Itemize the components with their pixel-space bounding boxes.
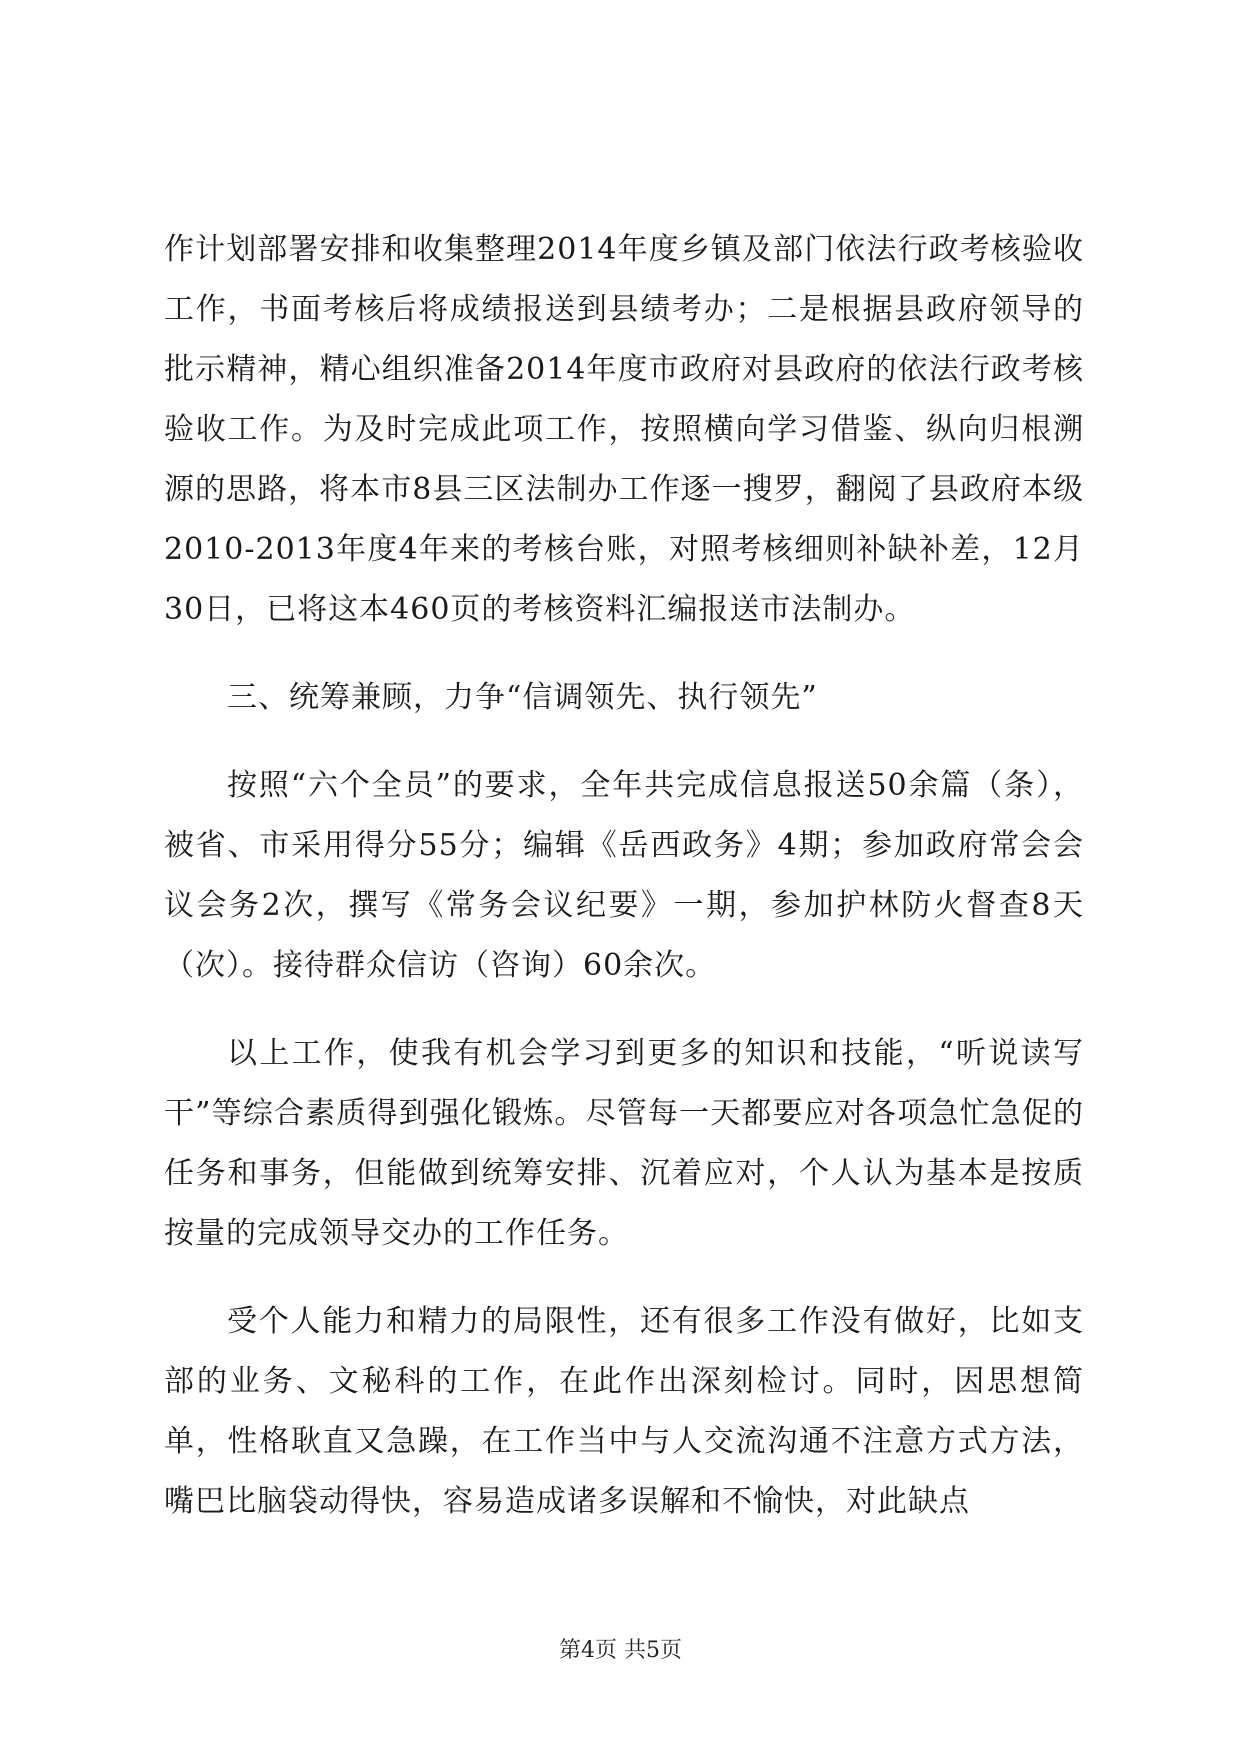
document-body [164,220,1084,1560]
paragraph-info-work: 按照“六个全员”的要求，全年共完成信息报送50余篇（条），被省、市采用得分55分；编辑《岳西政务》4期；参加政府常会会议会务2次，撰写《常务会议纪要》一期，参加护林防火督查8天（次）。接待群众信访（咨询）60余次。 [164,768,1084,983]
page-number: 第4页 共5页 [559,1638,682,1663]
section-heading: 三、统筹兼顾，力争“信调领先、执行领先” [227,680,818,715]
paragraph-summary: 以上工作，使我有机会学习到更多的知识和技能，“听说读写干”等综合素质得到强化锻炼。尽管每一天都要应对各项急忙急促的任务和事务，但能做到统筹安排、沉着应对，个人认为基本是按质按量的完成领导交办的工作任务。 [164,1036,1084,1251]
paragraph-continuation: 作计划部署安排和收集整理2014年度乡镇及部门依法行政考核验收工作，书面考核后将成绩报送到县绩考办；二是根据县政府领导的批示精神，精心组织准备2014年度市政府对县政府的依法行政考核验收工作。为及时完成此项工作，按照横向学习借鉴、纵向归根溯源的思路，将本市8县三区法制办工作逐一搜罗，翻阅了县政府本级2010-2013年度4年来的考核台账，对照考核细则补缺补差，12月30日，已将这本460页的考核资料汇编报送市法制办。 [164,232,1084,627]
paragraph-shortcomings: 受个人能力和精力的局限性，还有很多工作没有做好，比如支部的业务、文秘科的工作，在此作出深刻检讨。同时，因思想简单，性格耿直又急躁，在工作当中与人交流沟通不注意方式方法，嘴巴比脑袋动得快，容易造成诸多误解和不愉快，对此缺点 [164,1304,1084,1519]
